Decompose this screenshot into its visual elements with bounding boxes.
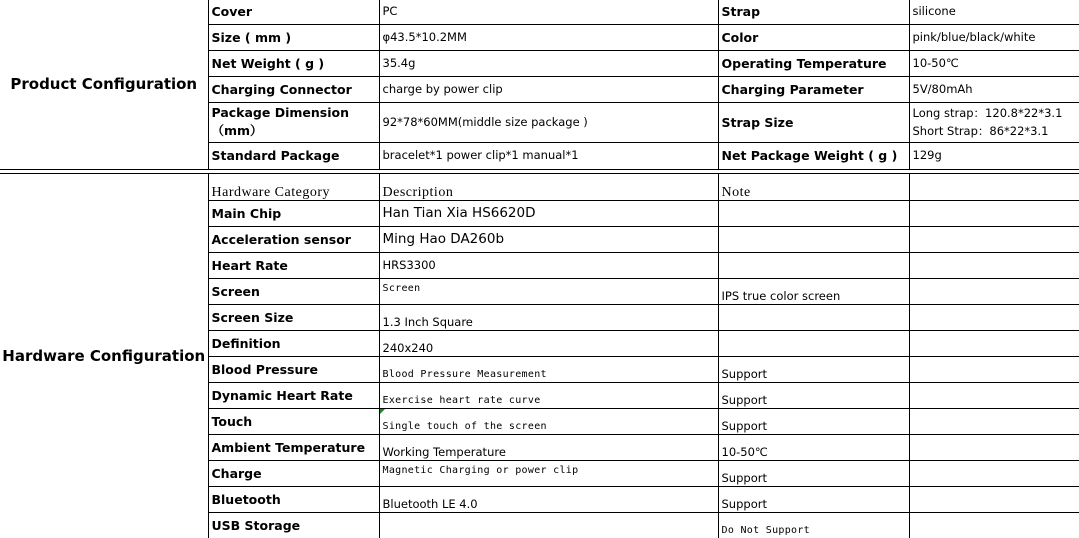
hardware-description: 240x240 — [379, 330, 718, 356]
spec-value: 5V/80mAh — [909, 76, 1079, 102]
product-row — [0, 0, 1079, 24]
hardware-note — [718, 200, 909, 226]
hardware-note — [718, 252, 909, 278]
hardware-description-text: Single touch of the screen — [383, 421, 547, 432]
column-header-description: Description — [379, 174, 718, 200]
empty-cell — [909, 278, 1079, 304]
spec-key: Net Package Weight ( g ) — [718, 142, 909, 169]
short-strap-size: Short Strap：86*22*3.1 — [913, 122, 1079, 140]
hardware-description: Screen — [379, 278, 718, 304]
spec-key: Charging Parameter — [718, 76, 909, 102]
empty-cell — [909, 434, 1079, 460]
spec-value: bracelet*1 power clip*1 manual*1 — [379, 142, 718, 169]
long-strap-size: Long strap：120.8*22*3.1 — [913, 104, 1079, 122]
spec-value: PC — [379, 0, 718, 24]
spec-value: charge by power clip — [379, 76, 718, 102]
hardware-note: Support — [718, 460, 909, 486]
empty-cell — [909, 512, 1079, 538]
hardware-note: Support — [718, 356, 909, 382]
spec-key: Charging Connector — [208, 76, 379, 102]
empty-cell — [909, 174, 1079, 200]
hardware-name: Bluetooth — [208, 486, 379, 512]
hardware-note: Support — [718, 408, 909, 434]
hardware-description — [379, 408, 718, 434]
product-configuration-table — [0, 0, 1079, 170]
spec-key: Net Weight ( g ) — [208, 50, 379, 76]
hardware-name: Acceleration sensor — [208, 226, 379, 252]
hardware-name: Screen — [208, 278, 379, 304]
spec-key: Standard Package — [208, 142, 379, 169]
hardware-description: Ming Hao DA260b — [379, 226, 718, 252]
spec-key: Cover — [208, 0, 379, 24]
empty-cell — [909, 330, 1079, 356]
empty-cell — [909, 356, 1079, 382]
hardware-description — [379, 512, 718, 538]
hardware-name: Dynamic Heart Rate — [208, 382, 379, 408]
hardware-description: 1.3 Inch Square — [379, 304, 718, 330]
hardware-note: IPS true color screen — [718, 278, 909, 304]
spec-value: 35.4g — [379, 50, 718, 76]
comment-marker — [380, 409, 385, 414]
hardware-name: Charge — [208, 460, 379, 486]
hardware-name: Ambient Temperature — [208, 434, 379, 460]
hardware-description: Working Temperature — [379, 434, 718, 460]
hardware-note: 10-50℃ — [718, 434, 909, 460]
hardware-description: Exercise heart rate curve — [379, 382, 718, 408]
hardware-description: Magnetic Charging or power clip — [379, 460, 718, 486]
hardware-note — [718, 330, 909, 356]
column-header-category: Hardware Category — [208, 174, 379, 200]
hardware-section-label: Hardware Configuration — [0, 174, 208, 538]
hardware-description: Han Tian Xia HS6620D — [379, 200, 718, 226]
empty-cell — [909, 460, 1079, 486]
hardware-note: Do Not Support — [718, 512, 909, 538]
empty-cell — [909, 200, 1079, 226]
spec-key: Package Dimension （mm） — [208, 102, 379, 142]
hardware-header-row — [0, 174, 1079, 200]
spec-key: Operating Temperature — [718, 50, 909, 76]
spec-value-strap-size — [909, 102, 1079, 142]
hardware-description: HRS3300 — [379, 252, 718, 278]
spec-value: 10-50℃ — [909, 50, 1079, 76]
hardware-configuration-table — [0, 174, 1079, 538]
spec-value: φ43.5*10.2MM — [379, 24, 718, 50]
spec-value: pink/blue/black/white — [909, 24, 1079, 50]
hardware-note: Support — [718, 382, 909, 408]
product-section-label: Product Configuration — [0, 0, 208, 169]
hardware-description: Bluetooth LE 4.0 — [379, 486, 718, 512]
empty-cell — [909, 304, 1079, 330]
hardware-note — [718, 226, 909, 252]
empty-cell — [909, 252, 1079, 278]
spec-key: Strap Size — [718, 102, 909, 142]
empty-cell — [909, 408, 1079, 434]
hardware-name: USB Storage — [208, 512, 379, 538]
spec-value: 92*78*60MM(middle size package ) — [379, 102, 718, 142]
hardware-description: Blood Pressure Measurement — [379, 356, 718, 382]
empty-cell — [909, 382, 1079, 408]
hardware-name: Heart Rate — [208, 252, 379, 278]
hardware-name: Definition — [208, 330, 379, 356]
hardware-name: Main Chip — [208, 200, 379, 226]
spec-key: Strap — [718, 0, 909, 24]
hardware-name: Touch — [208, 408, 379, 434]
spec-value: silicone — [909, 0, 1079, 24]
hardware-name: Screen Size — [208, 304, 379, 330]
empty-cell — [909, 226, 1079, 252]
spec-value: 129g — [909, 142, 1079, 169]
spec-key: Color — [718, 24, 909, 50]
hardware-note: Support — [718, 486, 909, 512]
column-header-note: Note — [718, 174, 909, 200]
spec-key: Size ( mm ) — [208, 24, 379, 50]
hardware-name: Blood Pressure — [208, 356, 379, 382]
empty-cell — [909, 486, 1079, 512]
hardware-note — [718, 304, 909, 330]
